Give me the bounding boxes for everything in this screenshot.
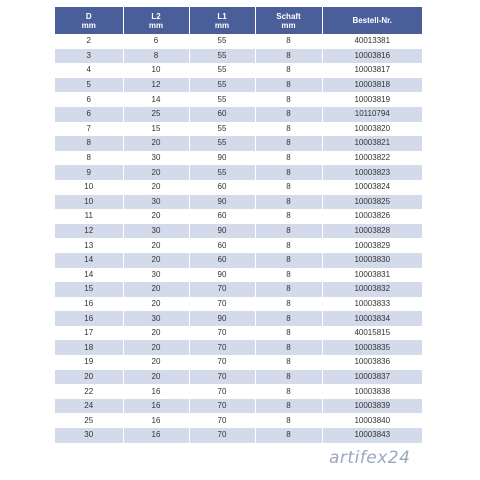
cell-l1: 70: [189, 297, 255, 312]
cell-bestell-nr: 10003832: [322, 282, 422, 297]
cell-l2: 30: [123, 268, 189, 283]
cell-l2: 20: [123, 238, 189, 253]
table-row: [55, 370, 422, 385]
column-header-unit: mm: [148, 20, 164, 30]
cell-l2: 30: [123, 151, 189, 166]
cell-l2: 30: [123, 224, 189, 239]
cell-l2: 15: [123, 122, 189, 137]
cell-bestell-nr: 10003816: [322, 49, 422, 64]
cell-l2: 30: [123, 195, 189, 210]
cell-d: 15: [55, 282, 123, 297]
cell-d: 12: [55, 224, 123, 239]
cell-schaft: 8: [255, 122, 322, 137]
cell-d: 10: [55, 180, 123, 195]
cell-bestell-nr: 10003837: [322, 370, 422, 385]
cell-l1: 70: [189, 355, 255, 370]
cell-l2: 16: [123, 413, 189, 428]
cell-l2: 20: [123, 180, 189, 195]
cell-bestell-nr: 10003817: [322, 63, 422, 78]
cell-l1: 90: [189, 224, 255, 239]
cell-d: 22: [55, 384, 123, 399]
cell-schaft: 8: [255, 92, 322, 107]
cell-bestell-nr: 10003819: [322, 92, 422, 107]
cell-l2: 20: [123, 253, 189, 268]
column-header-schaft: [255, 7, 322, 34]
table-header: [55, 7, 422, 34]
cell-d: 16: [55, 297, 123, 312]
cell-d: 7: [55, 122, 123, 137]
cell-schaft: 8: [255, 151, 322, 166]
cell-d: 9: [55, 165, 123, 180]
cell-l1: 55: [189, 34, 255, 49]
cell-l1: 55: [189, 63, 255, 78]
table-row: [55, 297, 422, 312]
cell-bestell-nr: 40013381: [322, 34, 422, 49]
cell-schaft: 8: [255, 49, 322, 64]
table-row: [55, 78, 422, 93]
table-row: [55, 165, 422, 180]
table-row: [55, 253, 422, 268]
cell-l2: 10: [123, 63, 189, 78]
cell-d: 17: [55, 326, 123, 341]
table-row: [55, 49, 422, 64]
cell-l1: 60: [189, 253, 255, 268]
cell-l1: 55: [189, 78, 255, 93]
column-header-title: Bestell-Nr.: [352, 16, 393, 25]
table-row: [55, 136, 422, 151]
cell-l1: 70: [189, 399, 255, 414]
cell-l1: 70: [189, 428, 255, 443]
cell-d: 25: [55, 413, 123, 428]
artifex24-logo: [323, 446, 463, 476]
cell-bestell-nr: 10003836: [322, 355, 422, 370]
cell-bestell-nr: 10003830: [322, 253, 422, 268]
cell-schaft: 8: [255, 195, 322, 210]
cell-l2: 12: [123, 78, 189, 93]
product-table: [55, 7, 422, 443]
cell-schaft: 8: [255, 340, 322, 355]
cell-l1: 70: [189, 370, 255, 385]
cell-schaft: 8: [255, 224, 322, 239]
cell-l2: 8: [123, 49, 189, 64]
cell-schaft: 8: [255, 326, 322, 341]
cell-bestell-nr: 10003839: [322, 399, 422, 414]
cell-l2: 16: [123, 428, 189, 443]
table-row: [55, 384, 422, 399]
column-header-unit: mm: [281, 20, 296, 30]
column-header-unit: mm: [81, 20, 96, 30]
cell-bestell-nr: 10003828: [322, 224, 422, 239]
cell-d: 3: [55, 49, 123, 64]
column-header-l1: [189, 7, 255, 34]
cell-bestell-nr: 10003835: [322, 340, 422, 355]
column-header-bestell-nr: [322, 7, 422, 34]
cell-d: 14: [55, 268, 123, 283]
cell-l2: 6: [123, 34, 189, 49]
table-row: [55, 311, 422, 326]
table-row: [55, 224, 422, 239]
cell-l1: 60: [189, 107, 255, 122]
cell-l1: 55: [189, 136, 255, 151]
cell-l2: 20: [123, 136, 189, 151]
cell-l1: 90: [189, 195, 255, 210]
table-row: [55, 209, 422, 224]
table-row: [55, 268, 422, 283]
cell-schaft: 8: [255, 63, 322, 78]
table-row: [55, 326, 422, 341]
cell-l2: 20: [123, 340, 189, 355]
table-row: [55, 92, 422, 107]
cell-d: 24: [55, 399, 123, 414]
cell-schaft: 8: [255, 413, 322, 428]
product-table-container: [55, 7, 422, 443]
column-header-title: L1: [217, 11, 227, 21]
cell-schaft: 8: [255, 78, 322, 93]
table-row: [55, 34, 422, 49]
cell-schaft: 8: [255, 180, 322, 195]
cell-l1: 55: [189, 122, 255, 137]
cell-bestell-nr: 10003818: [322, 78, 422, 93]
column-header-l2: [123, 7, 189, 34]
cell-d: 6: [55, 107, 123, 122]
table-row: [55, 180, 422, 195]
cell-schaft: 8: [255, 268, 322, 283]
cell-bestell-nr: 40015815: [322, 326, 422, 341]
cell-l1: 70: [189, 282, 255, 297]
cell-l1: 70: [189, 413, 255, 428]
column-header-title: L2: [151, 11, 161, 21]
cell-d: 13: [55, 238, 123, 253]
column-header-title: Schaft: [276, 11, 301, 21]
cell-l1: 60: [189, 180, 255, 195]
column-header-title: D: [85, 11, 92, 21]
cell-d: 8: [55, 151, 123, 166]
cell-d: 6: [55, 92, 123, 107]
cell-bestell-nr: 10003829: [322, 238, 422, 253]
cell-d: 19: [55, 355, 123, 370]
cell-schaft: 8: [255, 355, 322, 370]
cell-d: 4: [55, 63, 123, 78]
cell-l1: 55: [189, 165, 255, 180]
logo-text: artifex24: [329, 448, 411, 468]
cell-l1: 55: [189, 49, 255, 64]
table-row: [55, 238, 422, 253]
cell-l1: 60: [189, 209, 255, 224]
cell-schaft: 8: [255, 370, 322, 385]
cell-bestell-nr: 10003831: [322, 268, 422, 283]
cell-l2: 16: [123, 399, 189, 414]
cell-bestell-nr: 10003825: [322, 195, 422, 210]
cell-bestell-nr: 10003826: [322, 209, 422, 224]
cell-d: 16: [55, 311, 123, 326]
cell-schaft: 8: [255, 311, 322, 326]
cell-d: 10: [55, 195, 123, 210]
cell-schaft: 8: [255, 209, 322, 224]
cell-l1: 90: [189, 151, 255, 166]
table-row: [55, 399, 422, 414]
table-row: [55, 340, 422, 355]
cell-l2: 20: [123, 209, 189, 224]
cell-schaft: 8: [255, 428, 322, 443]
cell-schaft: 8: [255, 297, 322, 312]
table-row: [55, 151, 422, 166]
table-row: [55, 63, 422, 78]
cell-bestell-nr: 10003843: [322, 428, 422, 443]
cell-l1: 55: [189, 92, 255, 107]
table-row: [55, 107, 422, 122]
cell-l1: 60: [189, 238, 255, 253]
cell-l2: 20: [123, 326, 189, 341]
cell-d: 18: [55, 340, 123, 355]
cell-l2: 25: [123, 107, 189, 122]
cell-l1: 70: [189, 384, 255, 399]
cell-bestell-nr: 10003840: [322, 413, 422, 428]
cell-l1: 70: [189, 340, 255, 355]
table-body: [55, 34, 422, 443]
cell-d: 11: [55, 209, 123, 224]
cell-l2: 30: [123, 311, 189, 326]
cell-l1: 90: [189, 268, 255, 283]
table-row: [55, 195, 422, 210]
cell-d: 14: [55, 253, 123, 268]
cell-bestell-nr: 10110794: [322, 107, 422, 122]
cell-bestell-nr: 10003820: [322, 122, 422, 137]
cell-d: 8: [55, 136, 123, 151]
cell-l1: 90: [189, 311, 255, 326]
table-row: [55, 282, 422, 297]
cell-schaft: 8: [255, 136, 322, 151]
cell-schaft: 8: [255, 399, 322, 414]
cell-bestell-nr: 10003822: [322, 151, 422, 166]
cell-bestell-nr: 10003824: [322, 180, 422, 195]
cell-l2: 16: [123, 384, 189, 399]
cell-schaft: 8: [255, 34, 322, 49]
cell-bestell-nr: 10003833: [322, 297, 422, 312]
cell-schaft: 8: [255, 282, 322, 297]
cell-l2: 20: [123, 297, 189, 312]
cell-bestell-nr: 10003838: [322, 384, 422, 399]
cell-bestell-nr: 10003821: [322, 136, 422, 151]
cell-bestell-nr: 10003823: [322, 165, 422, 180]
cell-d: 5: [55, 78, 123, 93]
cell-l2: 20: [123, 165, 189, 180]
table-row: [55, 122, 422, 137]
cell-d: 20: [55, 370, 123, 385]
table-row: [55, 355, 422, 370]
cell-d: 30: [55, 428, 123, 443]
cell-l2: 20: [123, 282, 189, 297]
column-header-d: [55, 7, 123, 34]
cell-l2: 20: [123, 370, 189, 385]
table-row: [55, 413, 422, 428]
cell-l1: 70: [189, 326, 255, 341]
cell-l2: 14: [123, 92, 189, 107]
cell-d: 2: [55, 34, 123, 49]
cell-schaft: 8: [255, 238, 322, 253]
header-row: [55, 7, 422, 34]
cell-bestell-nr: 10003834: [322, 311, 422, 326]
cell-schaft: 8: [255, 384, 322, 399]
cell-schaft: 8: [255, 165, 322, 180]
cell-schaft: 8: [255, 253, 322, 268]
column-header-unit: mm: [214, 20, 230, 30]
cell-schaft: 8: [255, 107, 322, 122]
cell-l2: 20: [123, 355, 189, 370]
table-row: [55, 428, 422, 443]
